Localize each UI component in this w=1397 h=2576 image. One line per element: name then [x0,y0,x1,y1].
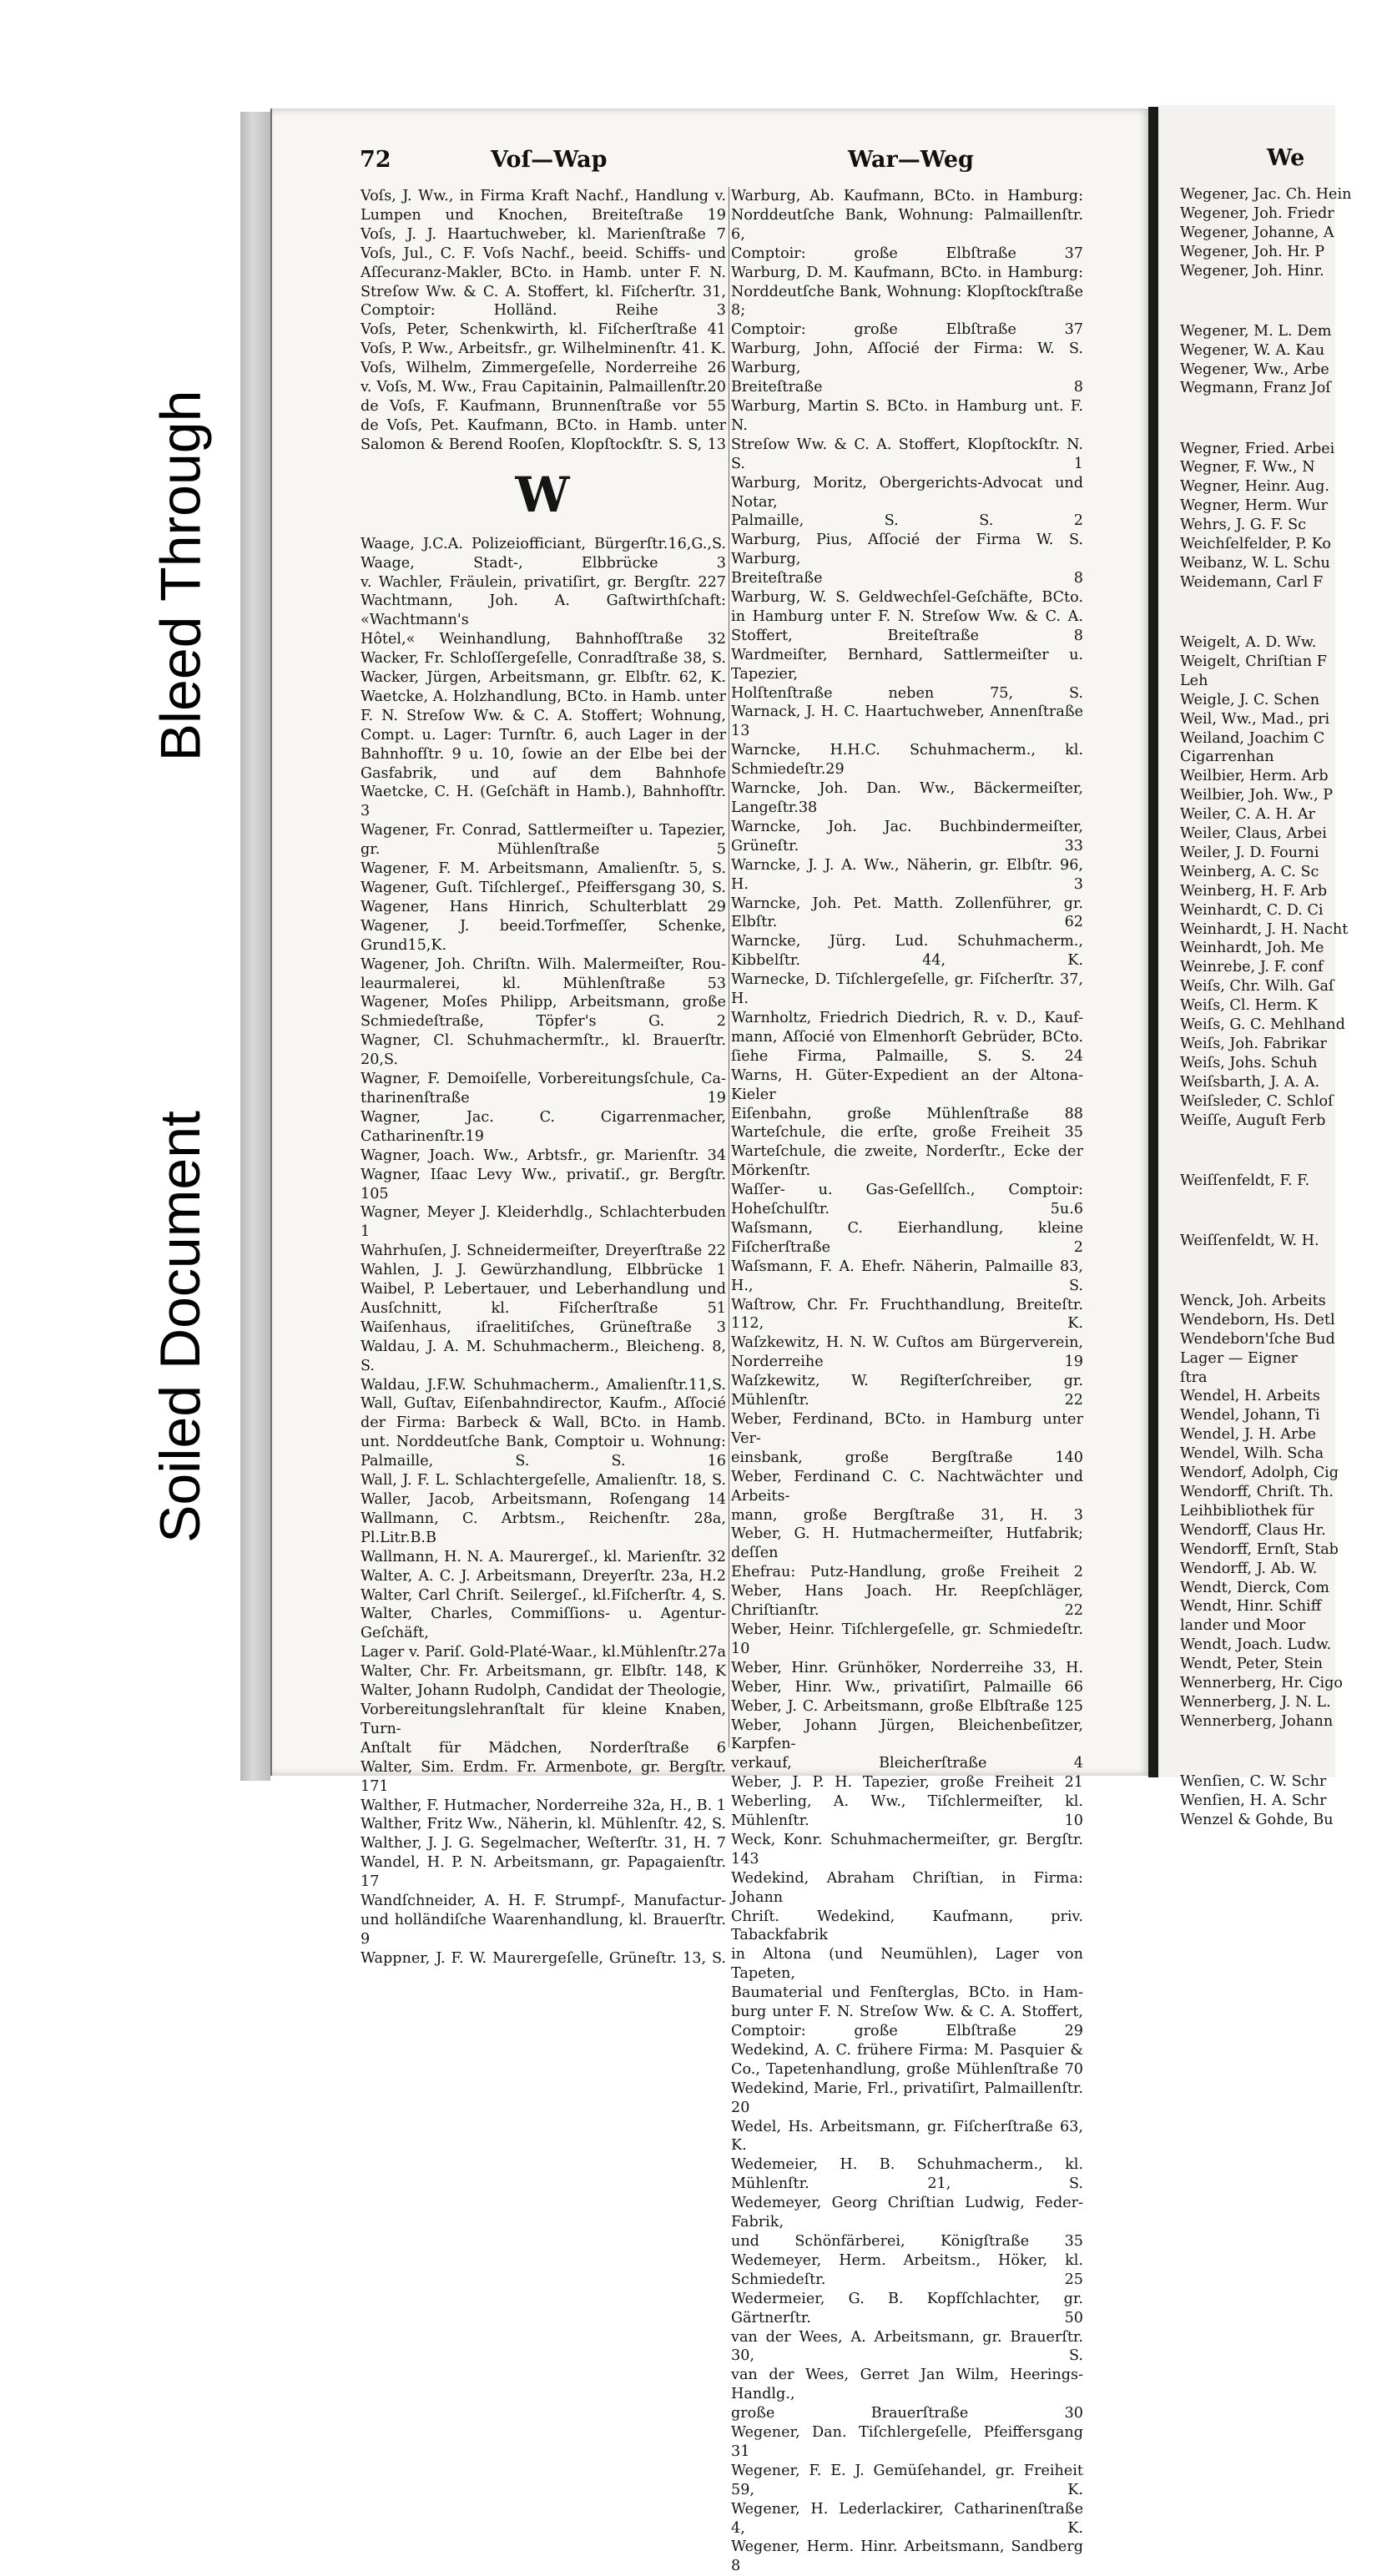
next-page-entry: Leh [1180,672,1208,689]
directory-entry: van der Wees, A. Arbeitsmann, gr. Brauerſtr. 30, S. [731,2328,1083,2365]
soiled-document-label: Soiled Document [149,1111,212,1543]
directory-entry: Wagner, Jac. C. Cigarrenmacher, Catharinenſtr.19 [361,1108,726,1145]
entry-gap [1180,1205,1397,1217]
next-page-entry: Wegener, Joh. Hinr. [1180,262,1324,280]
directory-entry: Wall, Guſtav, Eiſenbahndirector, Kaufm., Aſſocié der Firma: Barbeck & Wall, BCto. in Hamb. unt. Norddeutſche Bank, Comptoir u. Wohnung: Palmaille, S. S. 16 [361,1395,726,1470]
next-page-entry: Wegener, Jac. Ch. Hein [1180,186,1352,203]
next-page-entry: Weiland, Joachim C [1180,729,1325,747]
next-page-entry: Leihbibliothek für [1180,1502,1314,1520]
directory-entry: Waiſenhaus, iſraelitiſches, Grüneſtraße 3 [361,1318,726,1336]
directory-entry: Waſtrow, Chr. Fr. Fruchthandlung, Breiteſtr. 112, K. [731,1296,1083,1333]
next-page-entry: Weilbier, Joh. Ww., P [1180,787,1334,804]
directory-entry: Wall, J. F. L. Schlachtergeſelle, Amalienſtr. 18, S. [361,1472,726,1490]
directory-entry: Warteſchule, die erſte, große Freiheit 35 [731,1124,1083,1142]
next-page-entry: Wennerberg, J. N. L. [1180,1693,1331,1711]
directory-entry: Voſs, J. J. Haartuchweber, kl. Marienſtraße 7 [361,225,726,243]
directory-entry: Wagener, F. M. Arbeitsmann, Amalienſtr. 5, S. [361,860,726,878]
directory-entry: Waldau, J.F.W. Schuhmacherm., Amalienſtr.11,S. [361,1376,726,1394]
directory-entry: Walther, F. Hutmacher, Norderreihe 32a, H., B. 1 [361,1797,726,1814]
directory-entry: Weberling, A. Ww., Tiſchlermeiſter, kl. Mühlenſtr. 10 [731,1793,1083,1830]
directory-entry: Warncke, H.H.C. Schuhmacherm., kl. Schmiedeſtr.29 [731,742,1083,779]
directory-page [270,108,1152,2575]
directory-entry: Walter, A. C. J. Arbeitsmann, Dreyerſtr. 23a, H.2 [361,1567,726,1585]
next-page-entry: Weidemann, Carl F [1180,573,1324,591]
next-page-entry: Weigelt, A. D. Ww. [1180,633,1317,651]
directory-entry: Warburg, Moritz, Obergerichts-Advocat und Notar, Palmaille, S. S. 2 [731,474,1083,530]
next-page-entry: Weiler, J. D. Fourni [1180,844,1319,861]
bleed-through-label: Bleed Through [149,390,213,762]
directory-entry: Warncke, J. J. A. Ww., Näherin, gr. Elbſtr. 96, H. 3 [731,856,1083,893]
directory-entry: Wegener, H. Lederlackirer, Catharinenſtraße 4, K. [731,2500,1083,2537]
next-page-entry: Weichſelfelder, P. Ko [1180,536,1332,553]
entry-gap [1180,413,1397,425]
directory-entry: Warnecke, D. Tiſchlergeſelle, gr. Fiſcherſtr. 37, H. [731,971,1083,1008]
next-page-entry: lander und Moor [1180,1617,1306,1635]
next-page-entry: Wendeborn, Hs. Detl [1180,1311,1335,1328]
entry-gap [1180,1265,1397,1277]
next-page-entry: Wendorff, Claus Hr. [1180,1521,1326,1539]
directory-entry: Waſſer- u. Gas-Geſellſch., Comptoir: Hoheſchulſtr. 5u.6 [731,1182,1083,1218]
directory-entry: Waldau, J. A. M. Schuhmacherm., Bleicheng. 8, S. [361,1338,726,1374]
directory-entry: Warncke, Joh. Dan. Ww., Bäckermeiſter, Langeſtr.38 [731,780,1083,816]
entry-gap [1180,1746,1397,1757]
next-page-entry: Weibanz, W. L. Schu [1180,554,1330,572]
directory-entry: Wappner, J. F. W. Maurergeſelle, Grüneſtr. 13, S. [361,1949,726,1967]
next-page-entry: Wegener, Ww., Arbe [1180,360,1329,378]
directory-entry: Wachtmann, Joh. A. Gaſtwirthſchaft: «Wachtmann's Hôtel,« Weinhandlung, Bahnhofſtraße 32 [361,592,726,648]
directory-entry: Warburg, Ab. Kaufmann, BCto. in Hamburg: Norddeutſche Bank, Wohnung: Palmaillenſtr. 6, Comptoir: große Elbſtraße 37 [731,188,1083,262]
directory-entry: Wedekind, Abraham Chriſtian, in Firma: Johann Chriſt. Wedekind, Kaufmann, priv. Tabackfabrik in Altona (und Neumühlen), Lager von Tapeten, Baumaterial und Fenſterglas, BCto. in Ham- burg unter F. N. Streſow Ww. & C. A. Stoffert, Comptoir: große Elbſtraße 29 [731,1869,1083,2039]
directory-entry: Wedemeyer, Georg Chriſtian Ludwig, Feder-Fabrik, und Schönfärberei, Königſtraße 35 [731,2195,1083,2250]
directory-entry: Wedemeyer, Herm. Arbeitsm., Höker, kl. Schmiedeſtr. 25 [731,2251,1083,2288]
right-column [731,187,1083,2576]
directory-entry: Wandel, H. P. N. Arbeitsmann, gr. Papagaienſtr. 17 [361,1854,726,1891]
directory-entry: Waller, Jacob, Arbeitsmann, Roſengang 14 [361,1491,726,1508]
directory-entry: Weber, J. P. H. Tapezier, große Freiheit 21 [731,1774,1083,1792]
directory-entry: Waſsmann, F. A. Ehefr. Näherin, Palmaille 83, H., S. [731,1258,1083,1294]
next-page-entry: Weinhardt, C. D. Ci [1180,901,1324,919]
next-page-entry: Wenck, Joh. Arbeits [1180,1292,1326,1309]
next-page-entry: Cigarrenhan [1180,749,1274,766]
directory-entry: Waetcke, A. Holzhandlung, BCto. in Hamb. unter F. N. Streſow Ww. & C. A. Stoffert; Wohnung, Compt. u. Lager: Turnſtr. 6, auch Lager in der Bahnhofſtr. 9 u. 10, ſowie an der Elbe bei der Gasfabrik, und auf dem Bahnhofe [361,688,726,782]
next-page-entry: Weiler, Claus, Arbei [1180,825,1327,843]
next-page-entry: Wenzel & Gohde, Bu [1180,1811,1334,1828]
directory-entry: Warburg, D. M. Kaufmann, BCto. in Hamburg: Norddeutſche Bank, Wohnung: Klopſtockſtraße 8; Comptoir: große Elbſtraße 37 [731,264,1083,339]
running-head-left: Voſ—Wap [491,147,608,173]
next-page-entry: Wegner, Herm. Wur [1180,497,1328,515]
directory-entry: Voſs, Jul., C. F. Voſs Nachf., beeid. Schiffs- und Aſſecuranz-Makler, BCto. in Hamb. unter F. N. Streſow Ww. & C. A. Stoffert, kl. Fiſcherſtr. 31, Comptoir: Holländ. Reihe 3 [361,244,726,320]
directory-entry: Wagener, Hans Hinrich, Schulterblatt 29 [361,898,726,915]
directory-entry: v. Wachler, Fräulein, privatiſirt, gr. Bergſtr. 227 [361,573,726,591]
next-page-entry: Weilbier, Herm. Arb [1180,768,1329,785]
directory-entry: Weber, J. C. Arbeitsmann, große Elbſtraße 125 [731,1697,1083,1715]
directory-entry: Weber, Hans Joach. Hr. Reepſchläger, Chriſtianſtr. 22 [731,1583,1083,1620]
next-page-entry: Wegner, Heinr. Aug. [1180,478,1329,496]
directory-entry: Wagner, Cl. Schuhmachermſtr., kl. Brauerſtr. 20,S. [361,1032,726,1069]
directory-entry: Waage, J.C.A. Polizeiofficiant, Bürgerſtr.16,G.,S. [361,535,726,552]
directory-entry: Weber, Hinr. Grünhöker, Norderreihe 33, H. [731,1659,1083,1676]
next-page-entry: Wendel, H. Arbeits [1180,1388,1320,1405]
next-page-entry: Wegener, W. A. Kau [1180,341,1325,359]
directory-entry: Warnholtz, Friedrich Diedrich, R. v. D., Kauf- mann, Aſſocié von Elmenhorſt Gebrüder, BCto. ſiehe Firma, Palmaille, S. S. 24 [731,1009,1083,1065]
directory-entry: Wagener, J. beeid.Torfmeſſer, Schenke, Grund15,K. [361,917,726,954]
next-page-fragment [1158,105,1352,1828]
next-page-entry: Weiſs, Joh. Fabrikar [1180,1036,1327,1052]
directory-entry: Wacker, Fr. Schloſſergeſelle, Conradſtraße 38, S. [361,650,726,668]
directory-entry: Warncke, Joh. Pet. Matth. Zollenführer, gr. Elbſtr. 62 [731,895,1083,931]
next-page-entry: Wendeborn'ſche Bud [1180,1330,1335,1348]
directory-entry: Warteſchule, die zweite, Norderſtr., Ecke der Mörkenſtr. [731,1143,1083,1180]
next-page-column [1180,185,1397,1830]
next-page-entry: Wenſien, H. A. Schr [1180,1792,1327,1809]
directory-entry: Wagener, Joh. Chriſtn. Wilh. Malermeiſter, Rou- leaurmalerei, kl. Mühlenſtraße 53 [361,955,726,992]
directory-entry: Walter, Sim. Erdm. Fr. Armenbote, gr. Bergſtr. 171 [361,1758,726,1795]
directory-entry: Wagner, Iſaac Levy Ww., privatiſ., gr. Bergſtr. 105 [361,1166,726,1202]
directory-entry: Wagner, Meyer J. Kleiderhdlg., Schlachterbuden 1 [361,1204,726,1241]
directory-entry: Walther, J. J. G. Segelmacher, Weſterſtr. 31, H. 7 [361,1835,726,1853]
next-page-entry: Wendorff, J. Ab. W. [1180,1560,1318,1577]
directory-entry: Waſzkewitz, W. Regiſterſchreiber, gr. Mühlenſtr. 22 [731,1373,1083,1409]
directory-entry: Weber, Ferdinand C. C. Nachtwächter und Arbeits- mann, große Bergſtraße 31, H. 3 [731,1468,1083,1524]
directory-entry: de Voſs, F. Kaufmann, Brunnenſtraße vor 55 [361,397,726,415]
entry-gap [1180,295,1397,307]
left-column [361,187,726,1969]
directory-entry: Weber, G. H. Hutmachermeiſter, Hutfabrik; deſſen Ehefrau: Putz-Handlung, große Freiheit 2 [731,1525,1083,1581]
next-page-entry: Wegmann, Franz Joſ [1180,380,1331,397]
directory-entry: Walter, Charles, Commiſſions- u. Agentur-Geſchäft, Lager v. Pariſ. Gold-Platé-Waar., kl.Mühlenſtr.27a [361,1606,726,1661]
next-page-entry: Weiſs, Johs. Schuh [1180,1054,1318,1071]
next-page-entry: Wendt, Joach. Ludw. [1180,1636,1332,1654]
next-page-entry: Weinrebe, J. F. conf [1180,959,1324,976]
next-page-entry: Weiler, C. A. H. Ar [1180,806,1315,824]
directory-entry: Walther, Fritz Ww., Näherin, kl. Mühlenſtr. 42, S. [361,1816,726,1833]
next-page-entry: ſtra [1180,1369,1208,1386]
next-page-entry: Weiſsbarth, J. A. A. [1180,1073,1320,1091]
next-page-entry: Weiſs, Chr. Wilh. Gaſ [1180,978,1334,996]
directory-entry: Walter, Chr. Fr. Arbeitsmann, gr. Elbſtr. 148, K [361,1663,726,1681]
entry-gap [1180,1145,1397,1157]
directory-entry: Weber, Heinr. Tiſchlergeſelle, gr. Schmiedeſtr. 10 [731,1621,1083,1657]
directory-entry: Warburg, John, Aſſocié der Firma: W. S. Warburg, Breiteſtraße 8 [731,340,1083,396]
directory-entry: Wedekind, A. C. frühere Firma: M. Pasquier & Co., Tapetenhandlung, große Mühlenſtraße 70 [731,2041,1083,2078]
directory-entry: Waſsmann, C. Eierhandlung, kleine Fiſcherſtraße 2 [731,1219,1083,1256]
next-page-entry: Wendt, Hinr. Schiff [1180,1598,1322,1616]
directory-entry: Weber, Ferdinand, BCto. in Hamburg unter Ver- einsbank, große Bergſtraße 140 [731,1411,1083,1466]
directory-entry: Wagener, Guſt. Tiſchlergeſ., Pfeiffersgang 30, S. [361,880,726,896]
directory-entry: Wedermeier, G. B. Kopfſchlachter, gr. Gärtnerſtr. 50 [731,2290,1083,2326]
entry-gap [1180,607,1397,618]
next-page-entry: Wennerberg, Hr. Cigo [1180,1675,1344,1692]
directory-entry: Wacker, Jürgen, Arbeitsmann, gr. Elbſtr. 62, K. [361,669,726,687]
section-letter: W [515,466,572,523]
next-page-entry: Wehrs, J. G. F. Sc [1180,517,1307,534]
next-page-entry: Weigle, J. C. Schen [1180,691,1320,708]
next-page-entry: Wegner, F. Ww., N [1180,459,1315,476]
next-page-entry: Wegener, Joh. Hr. P [1180,243,1325,260]
next-page-entry: Weiſſenfeldt, F. F. [1180,1172,1310,1189]
directory-entry: Walter, Johann Rudolph, Candidat der Theologie, Vorbereitungslehranſtalt für kleine Knaben, Turn- Anſtalt für Mädchen, Norderſtraße 6 [361,1682,726,1757]
directory-entry: Wahrhuſen, J. Schneidermeiſter, Dreyerſtraße 22 [361,1243,726,1260]
directory-entry: Weck, Konr. Schuhmachermeiſter, gr. Bergſtr. 143 [731,1831,1083,1868]
directory-entry: Warburg, W. S. Geldwechſel-Geſchäfte, BCto. in Hamburg unter F. N. Streſow Ww. & C. A. Stoffert, Breiteſtraße 8 [731,589,1083,644]
directory-entry: Waibel, P. Lebertauer, und Leberhandlung und Ausſchnitt, kl. Fiſcherſtraße 51 [361,1281,726,1317]
next-page-entry: Weinhardt, J. H. Nacht [1180,920,1349,938]
next-page-entry: Wenſien, C. W. Schr [1180,1772,1327,1790]
directory-entry: Wedekind, Marie, Frl., privatiſirt, Palmaillenſtr. 20 [731,2079,1083,2116]
directory-entry: Warburg, Martin S. BCto. in Hamburg unt. F. N. Streſow Ww. & C. A. Stoffert, Klopſtockſtr. N. S. 1 [731,397,1083,472]
directory-entry: de Voſs, Pet. Kaufmann, BCto. in Hamb. unter Salomon & Berend Rooſen, Klopſtockſtr. S. S, 13 [361,416,726,453]
next-page-entry: Wendel, Wilh. Scha [1180,1445,1324,1463]
next-page-entry: Weil, Ww., Mad., pri [1180,710,1330,728]
directory-entry: Wagener, Moſes Philipp, Arbeitsmann, große Schmiedeſtraße, Töpfer's G. 2 [361,994,726,1031]
directory-entry: Voſs, Peter, Schenkwirth, kl. Fiſcherſtraße 41 [361,321,726,339]
directory-entry: Wardmeiſter, Bernhard, Sattlermeiſter u. Tapezier, Holſtenſtraße neben 75, S. [731,646,1083,702]
next-page-entry: Wegener, Johanne, A [1180,224,1334,241]
directory-entry: Wegener, F. E. J. Gemüſehandel, gr. Freiheit 59, K. [731,2462,1083,2498]
next-page-entry: Weinhardt, Joh. Me [1180,940,1324,957]
directory-entry: Wallmann, C. Arbtsm., Reichenſtr. 28a, Pl.Litr.B.B [361,1510,726,1546]
next-page-entry: Wendt, Dierck, Com [1180,1579,1329,1596]
next-page-entry: Weiſs, Cl. Herm. K [1180,997,1318,1015]
next-page-entry: Wegner, Fried. Arbei [1180,440,1335,457]
next-page-entry: Wendorf, Adolph, Cig [1180,1464,1339,1482]
directory-entry: Wallmann, H. N. A. Maurergeſ., kl. Marienſtr. 32 [361,1548,726,1565]
next-page-entry: Wendt, Peter, Stein [1180,1656,1324,1673]
directory-entry: Warncke, Jürg. Lud. Schuhmacherm., Kibbelſtr. 44, K. [731,933,1083,970]
next-page-entry: Weiſſenfeldt, W. H. [1180,1232,1319,1249]
directory-entry: Warns, H. Güter-Expedient an der Altona-Kieler Eiſenbahn, große Mühlenſtraße 88 [731,1066,1083,1122]
directory-entry: Wahlen, J. J. Gewürzhandlung, Elbbrücke 1 [361,1262,726,1279]
directory-entry: Wegener, Herm. Hinr. Arbeitsmann, Sandberg 8 [731,2538,1083,2575]
next-page-header: We [1267,145,1305,171]
directory-entry: Warncke, Joh. Jac. Buchbindermeiſter, Grüneſtr. 33 [731,818,1083,854]
directory-entry: Weber, Johann Jürgen, Bleichenbeſitzer, Karpfen- verkauf, Bleicherſtraße 4 [731,1716,1083,1772]
directory-entry: Walter, Carl Chriſt. Seilergeſ., kl.Fiſcherſtr. 4, S. [361,1586,726,1604]
directory-entry: Wagener, Fr. Conrad, Sattlermeiſter u. Tapezier, gr. Mühlenſtraße 5 [361,822,726,859]
book-edge [240,112,270,1781]
directory-entry: Weber, Hinr. Ww., privatiſirt, Palmaille 66 [731,1678,1083,1696]
directory-entry: van der Wees, Gerret Jan Wilm, Heerings-Handlg., große Brauerſtraße 30 [731,2367,1083,2422]
next-page-entry: Weiſs, G. C. Mehlhand [1180,1016,1345,1034]
directory-entry: Voſs, P. Ww., Arbeitsfr., gr. Wilhelminenſtr. 41. K. [361,340,726,358]
directory-entry: v. Voſs, M. Ww., Frau Capitainin, Palmaillenſtr.20 [361,379,726,396]
running-head-right: War—Weg [848,147,974,173]
directory-entry: Wedel, Hs. Arbeitsmann, gr. Fiſcherſtraße 63, K. [731,2118,1083,2155]
next-page-entry: Weiſsleder, C. Schloſ [1180,1092,1334,1110]
directory-entry: Wegener, Dan. Tiſchlergeſelle, Pfeiffersgang 31 [731,2424,1083,2460]
directory-entry: Voſs, Wilhelm, Zimmergeſelle, Norderreihe 26 [361,360,726,377]
next-page-entry: Wegener, Joh. Friedr [1180,204,1334,222]
next-page-entry: Wendorff, Chriſt. Th. [1180,1483,1334,1500]
directory-entry: Wedemeier, H. B. Schuhmacherm., kl. Mühlenſtr. 21, S. [731,2156,1083,2193]
next-page-entry: Weinberg, A. C. Sc [1180,863,1319,880]
next-page-entry: Wennerberg, Johann [1180,1712,1334,1730]
next-page-entry: Wendel, Johann, Ti [1180,1407,1320,1424]
next-page-entry: Weigelt, Chriſtian F [1180,653,1327,670]
book-gutter [1148,107,1158,1777]
directory-entry: Waage, Stadt-, Elbbrücke 3 [361,554,726,572]
directory-entry: Wagner, F. Demoiſelle, Vorbereitungsſchule, Ca- tharinenſtraße 19 [361,1071,726,1107]
page-number: 72 [360,147,391,173]
directory-entry: Warnack, J. H. C. Haartuchweber, Annenſtraße 13 [731,703,1083,740]
next-page-entry: Lager — Eigner [1180,1349,1298,1367]
directory-entry: Wandſchneider, A. H. F. Strumpf-, Manufactur- und holländiſche Waarenhandlung, kl. Brauerſtr. 9 [361,1893,726,1948]
next-page-entry: Wegener, M. L. Dem [1180,322,1332,340]
directory-entry: Waſzkewitz, H. N. W. Cuſtos am Bürgerverein, Norderreihe 19 [731,1334,1083,1371]
next-page-entry: Wendorff, Ernſt, Stab [1180,1540,1339,1558]
directory-entry: Wagner, Joach. Ww., Arbtsfr., gr. Marienſtr. 34 [361,1147,726,1164]
directory-entry: Voſs, J. Ww., in Firma Kraft Nachf., Handlung v. Lumpen und Knochen, Breiteſtraße 19 [361,188,726,224]
next-page-entry: Weiſſe, Auguſt Ferb [1180,1112,1326,1129]
directory-entry: Waetcke, C. H. (Geſchäft in Hamb.), Bahnhofſtr. 3 [361,784,726,820]
directory-entry: Warburg, Pius, Aſſocié der Firma W. S. Warburg, Breiteſtraße 8 [731,532,1083,587]
next-page-entry: Weinberg, H. F. Arb [1180,882,1328,900]
page-header [272,147,1152,180]
next-page-entry: Wendel, J. H. Arbe [1180,1426,1317,1444]
